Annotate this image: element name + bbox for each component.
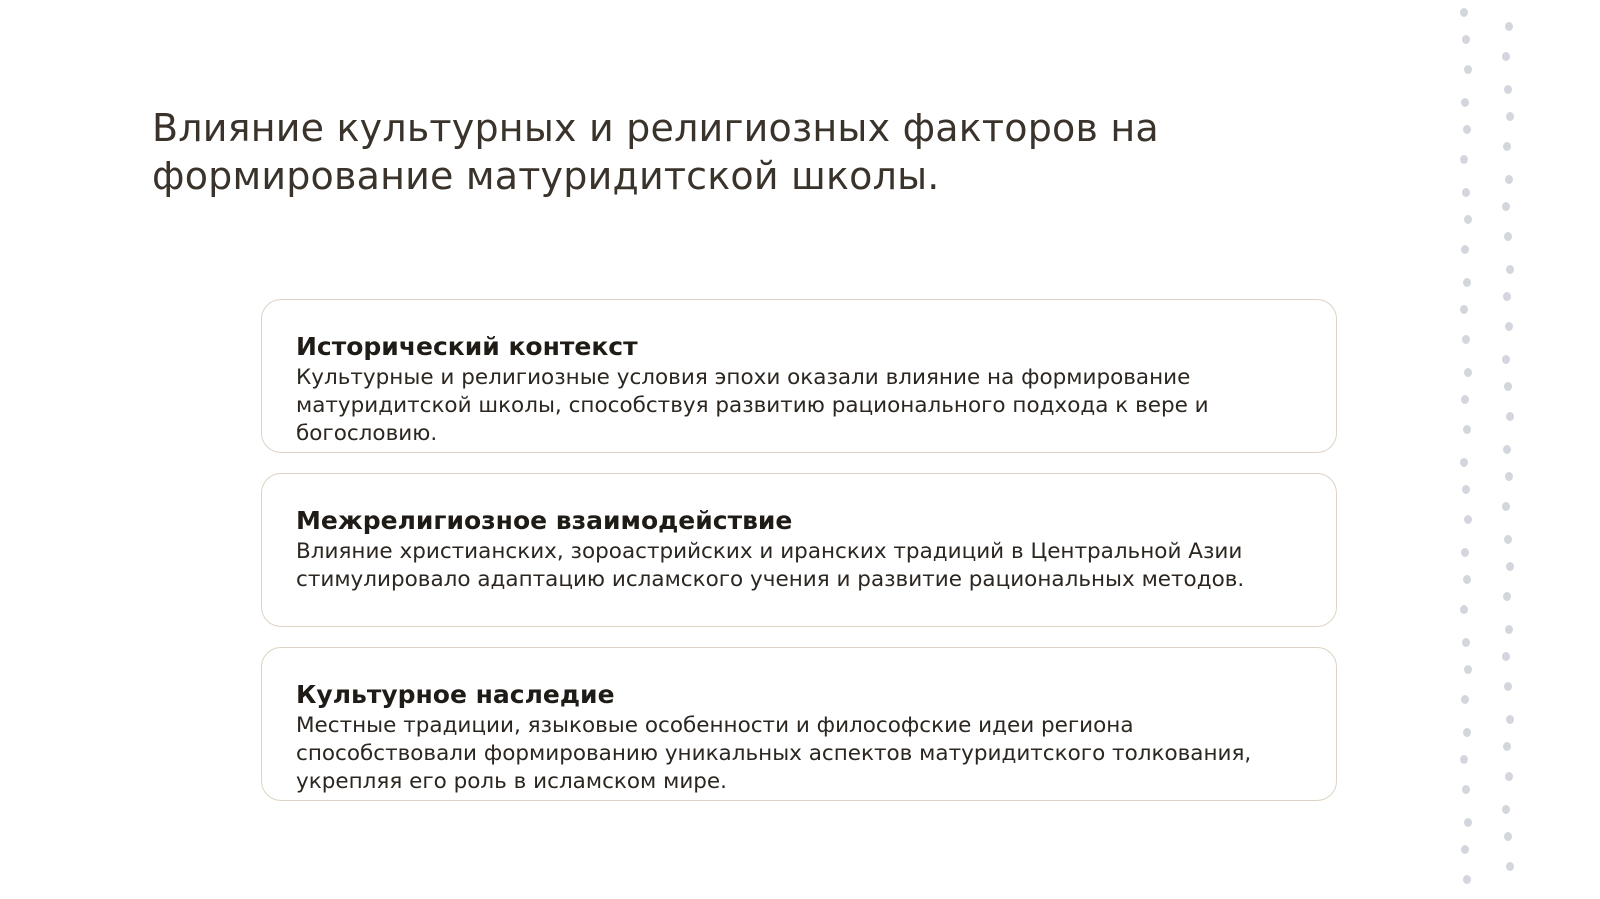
decorative-dots-left xyxy=(1458,0,1478,899)
card-heading: Межрелигиозное взаимодействие xyxy=(296,506,793,535)
decor-dot xyxy=(1503,445,1511,454)
decor-dot xyxy=(1505,625,1513,634)
decor-dot xyxy=(1506,562,1514,571)
decor-dot xyxy=(1463,125,1471,134)
decor-dot xyxy=(1504,832,1512,841)
decor-dot xyxy=(1464,515,1472,524)
decor-dot xyxy=(1464,368,1472,377)
card-text: Культурные и религиозные условия эпохи оказали влияние на формирование матуридитской школы, способствуя развитию рационального подхода к вере и богословию. xyxy=(296,365,1209,446)
card-heading: Исторический контекст xyxy=(296,332,638,361)
decor-dot xyxy=(1463,278,1471,287)
decor-dot xyxy=(1506,265,1514,274)
decor-dot xyxy=(1464,818,1472,827)
decor-dot xyxy=(1502,805,1510,814)
card-interreligious-interaction xyxy=(261,473,1337,627)
decor-dot xyxy=(1504,682,1512,691)
decor-dot xyxy=(1462,188,1470,197)
decor-dot xyxy=(1503,742,1511,751)
decor-dot xyxy=(1503,142,1511,151)
decorative-dots-right xyxy=(1500,0,1520,899)
decor-dot xyxy=(1505,22,1513,31)
decor-dot xyxy=(1462,638,1470,647)
decor-dot xyxy=(1502,52,1510,61)
decor-dot xyxy=(1463,575,1471,584)
decor-dot xyxy=(1503,292,1511,301)
decor-dot xyxy=(1505,472,1513,481)
slide-title: Влияние культурных и религиозных факторов на формирование матуридитской школы. xyxy=(152,106,1159,198)
decor-dot xyxy=(1461,98,1469,107)
decor-dot xyxy=(1462,335,1470,344)
decor-dot xyxy=(1464,215,1472,224)
decor-dot xyxy=(1460,605,1468,614)
decor-dot xyxy=(1460,305,1468,314)
card-historical-context xyxy=(261,299,1337,453)
decor-dot xyxy=(1461,845,1469,854)
decor-dot xyxy=(1460,458,1468,467)
card-text: Местные традиции, языковые особенности и философские идеи региона способствовали формированию уникальных аспектов матуридитского толкования, укрепляя его роль в исламском мире. xyxy=(296,713,1252,794)
decor-dot xyxy=(1504,85,1512,94)
decor-dot xyxy=(1461,695,1469,704)
decor-dot xyxy=(1463,425,1471,434)
decor-dot xyxy=(1506,862,1514,871)
decor-dot xyxy=(1462,785,1470,794)
decor-dot xyxy=(1502,355,1510,364)
decor-dot xyxy=(1504,232,1512,241)
decor-dot xyxy=(1504,535,1512,544)
decor-dot xyxy=(1463,875,1471,884)
decor-dot xyxy=(1460,8,1468,17)
decor-dot xyxy=(1463,728,1471,737)
card-text: Влияние христианских, зороастрийских и иранских традиций в Центральной Азии стимулировало адаптацию исламского учения и развитие рациональных методов. xyxy=(296,539,1245,592)
decor-dot xyxy=(1461,245,1469,254)
decor-dot xyxy=(1502,502,1510,511)
card-cultural-heritage xyxy=(261,647,1337,801)
decor-dot xyxy=(1506,412,1514,421)
decor-dot xyxy=(1505,322,1513,331)
decor-dot xyxy=(1462,485,1470,494)
card-heading: Культурное наследие xyxy=(296,680,615,709)
decor-dot xyxy=(1502,652,1510,661)
decor-dot xyxy=(1505,175,1513,184)
decor-dot xyxy=(1461,548,1469,557)
decor-dot xyxy=(1502,202,1510,211)
decor-dot xyxy=(1462,35,1470,44)
decor-dot xyxy=(1505,772,1513,781)
decor-dot xyxy=(1464,665,1472,674)
decor-dot xyxy=(1503,592,1511,601)
decor-dot xyxy=(1461,395,1469,404)
decor-dot xyxy=(1506,715,1514,724)
decor-dot xyxy=(1464,65,1472,74)
decor-dot xyxy=(1460,755,1468,764)
decor-dot xyxy=(1506,112,1514,121)
decor-dot xyxy=(1460,155,1468,164)
decor-dot xyxy=(1504,382,1512,391)
